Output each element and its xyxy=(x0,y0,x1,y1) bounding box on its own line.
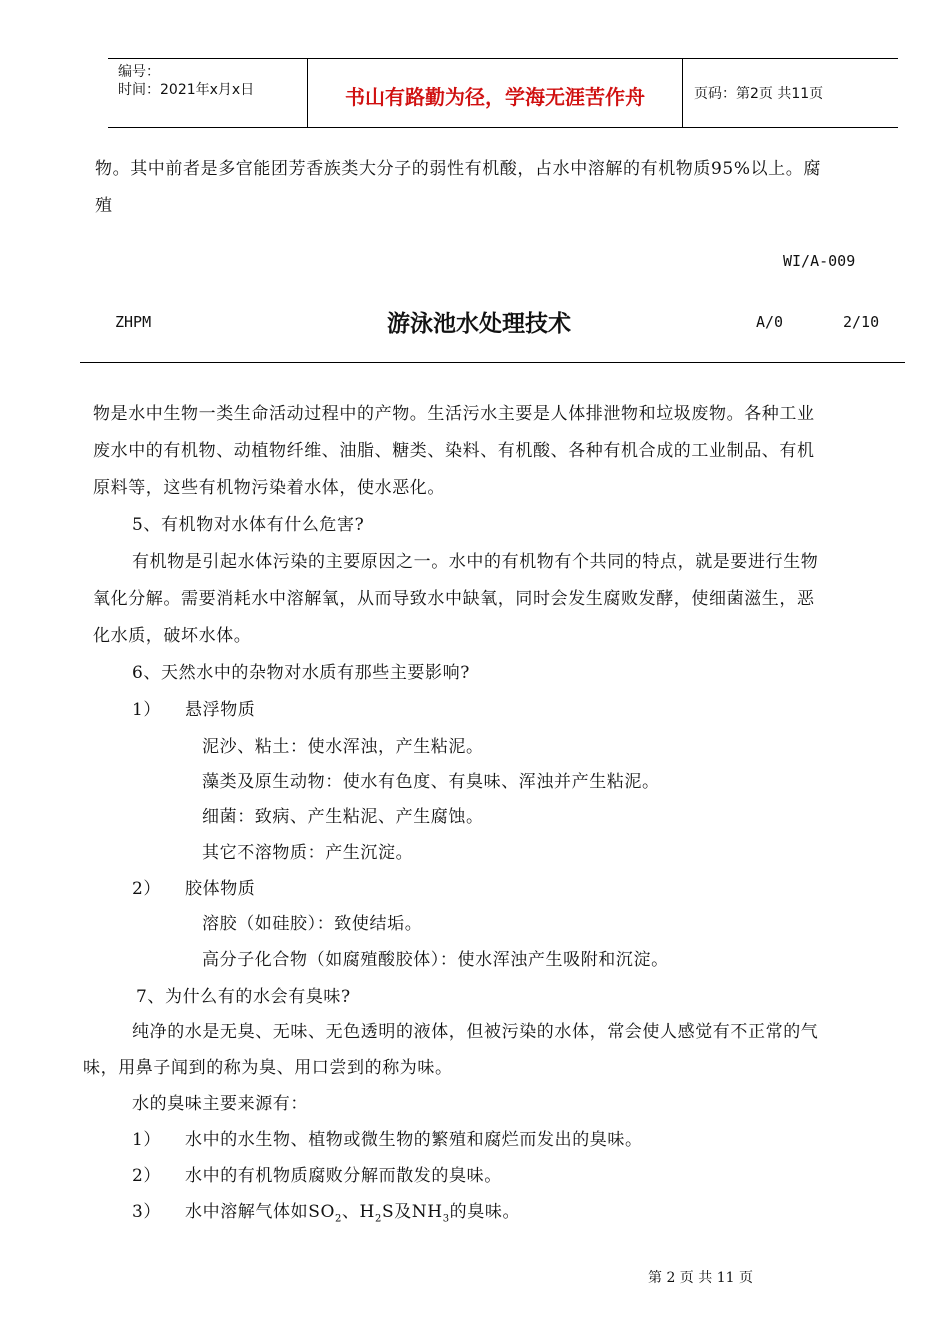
doc-code: WI/A-009 xyxy=(783,252,856,270)
list-item: 其它不溶物质：产生沉淀。 xyxy=(202,843,414,863)
page-label: 页码：第2页 共11页 xyxy=(694,86,824,102)
list-number: 2） xyxy=(132,879,162,899)
list-item: 藻类及原生动物：使水有色度、有臭味、浑浊并产生粘泥。 xyxy=(202,772,660,792)
subscript: 3 xyxy=(442,1213,450,1225)
list-item: 水中的有机物质腐败分解而散发的臭味。 xyxy=(185,1166,502,1186)
doc-org: ZHPM xyxy=(115,313,152,331)
text-fragment: 的臭味。 xyxy=(449,1202,521,1222)
body-line: 味，用鼻子闻到的称为臭、用口尝到的称为味。 xyxy=(83,1058,453,1078)
list-title: 悬浮物质 xyxy=(185,700,256,720)
body-line: 氧化分解。需要消耗水中溶解氧，从而导致水中缺氧，同时会发生腐败发酵，使细菌滋生，恶 xyxy=(93,589,815,609)
header-page-cell xyxy=(682,59,898,127)
header-motto-cell xyxy=(307,59,683,127)
body-line: 纯净的水是无臭、无味、无色透明的液体，但被污染的水体，常会使人感觉有不正常的气 xyxy=(132,1022,819,1042)
list-number: 2） xyxy=(132,1166,162,1186)
page-footer: 第 2 页 共 11 页 xyxy=(648,1270,753,1286)
body-line: 水的臭味主要来源有： xyxy=(132,1094,308,1114)
header-divider xyxy=(80,362,905,363)
list-item: 高分子化合物（如腐殖酸胶体）：使水浑浊产生吸附和沉淀。 xyxy=(202,950,669,970)
question-heading: 5、有机物对水体有什么危害? xyxy=(132,515,365,535)
list-item: 水中的水生物、植物或微生物的繁殖和腐烂而发出的臭味。 xyxy=(185,1130,643,1150)
header-table xyxy=(108,58,898,128)
list-item: 细菌：致病、产生粘泥、产生腐蚀。 xyxy=(202,807,484,827)
top-text-line: 物。其中前者是多官能团芳香族类大分子的弱性有机酸，占水中溶解的有机物质95%以上。腐 xyxy=(95,159,821,179)
number-label: 编号： xyxy=(118,64,160,80)
text-fragment: 、H xyxy=(341,1202,375,1222)
subscript: 2 xyxy=(334,1213,342,1225)
page-title: 游泳池水处理技术 xyxy=(387,311,571,337)
doc-page: 2/10 xyxy=(843,313,880,331)
top-text-line: 殖 xyxy=(95,196,113,216)
motto: 书山有路勤为径，学海无涯苦作舟 xyxy=(345,85,645,109)
list-item: 泥沙、粘土：使水浑浊，产生粘泥。 xyxy=(202,737,484,757)
body-line: 原料等，这些有机物污染着水体，使水恶化。 xyxy=(93,478,445,498)
subscript: 2 xyxy=(374,1213,382,1225)
list-number: 1） xyxy=(132,1130,162,1150)
list-number: 3） xyxy=(132,1202,162,1222)
body-line: 物是水中生物一类生命活动过程中的产物。生活污水主要是人体排泄物和垃圾废物。各种工业 xyxy=(93,404,815,424)
doc-version: A/0 xyxy=(756,313,784,331)
time-label: 时间：2021年x月x日 xyxy=(118,82,255,98)
list-item xyxy=(185,1194,520,1237)
list-item: 溶胶（如硅胶）：致使结垢。 xyxy=(202,914,423,934)
list-title: 胶体物质 xyxy=(185,879,256,899)
header-meta-cell xyxy=(108,59,306,127)
body-line: 有机物是引起水体污染的主要原因之一。水中的有机物有个共同的特点，就是要进行生物 xyxy=(132,552,819,572)
text-fragment: S及NH xyxy=(381,1202,443,1222)
list-number: 1） xyxy=(132,700,162,720)
body-line: 化水质，破坏水体。 xyxy=(93,626,252,646)
text-fragment: 水中溶解气体如SO xyxy=(185,1202,335,1222)
question-heading: 7、为什么有的水会有臭味? xyxy=(136,987,351,1007)
question-heading: 6、天然水中的杂物对水质有那些主要影响? xyxy=(132,663,470,683)
body-line: 废水中的有机物、动植物纤维、油脂、糖类、染料、有机酸、各种有机合成的工业制品、有机 xyxy=(93,441,815,461)
